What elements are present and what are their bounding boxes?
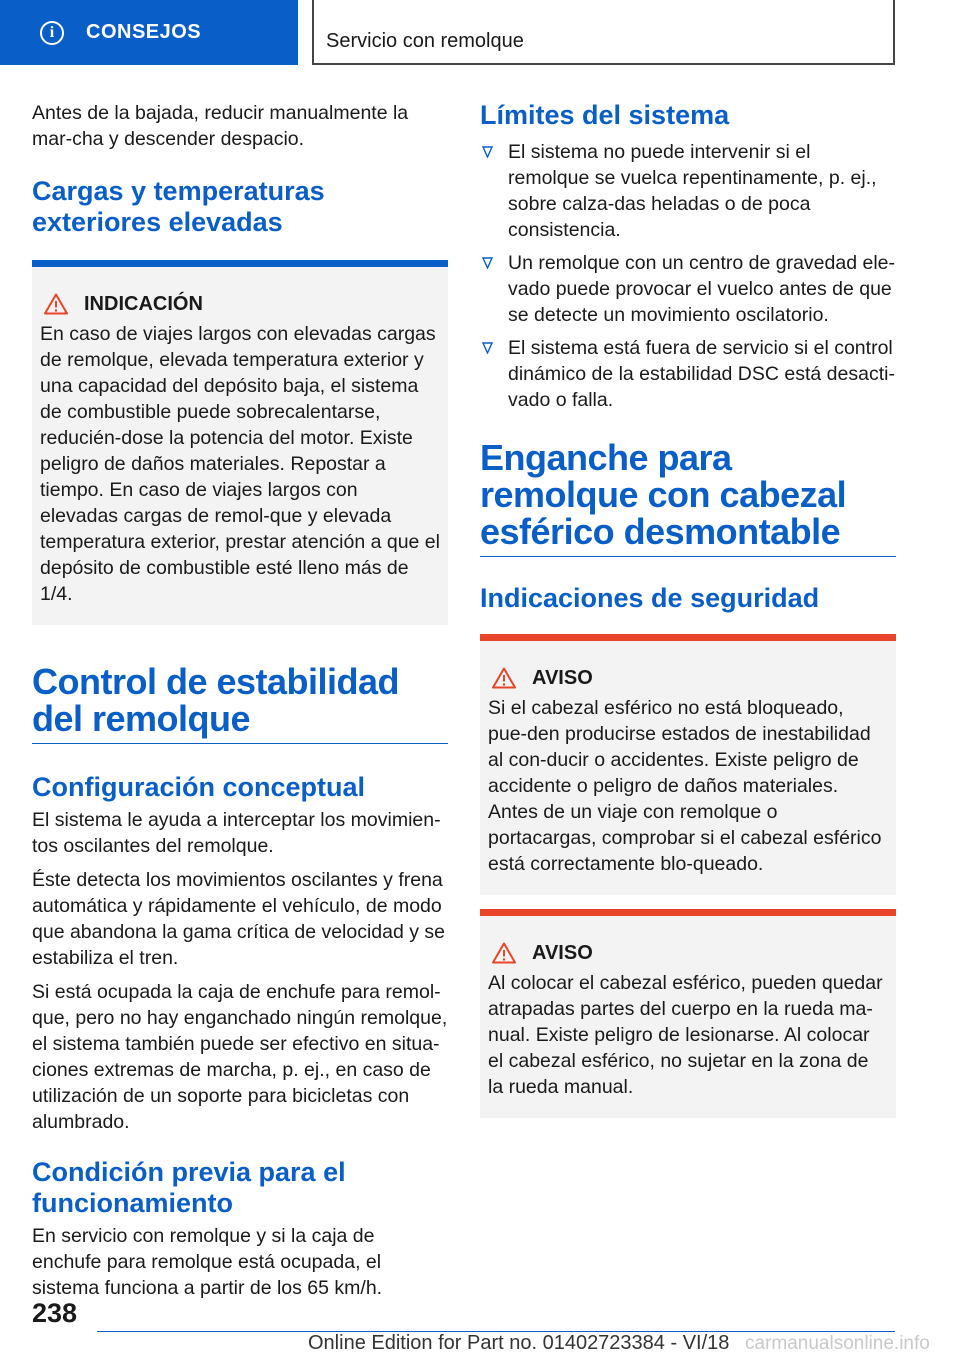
triangle-bullet-icon [482,257,493,269]
section-label: CONSEJOS [86,21,202,43]
list-item-text: El sistema está fuera de servicio si el control dinámico de la estabilidad DSC está desacti‐vado o falla. [508,337,895,411]
condicion-paragraph: En servicio con remolque y si la caja de enchufe para remolque está ocupada, el sistema funciona a partir de los 65 km/h. [32,1225,383,1299]
footer-watermark: carmanualsonline.info [745,1333,930,1354]
heading-limites: Límites del sistema [480,100,730,130]
page-number: 238 [32,1298,78,1328]
note-box [32,260,448,625]
list-item [480,250,896,328]
info-circle-icon: i [40,21,64,45]
list-item [480,139,896,243]
warning-triangle-icon [492,942,516,964]
aviso-title: AVISO [532,667,593,689]
section-tab[interactable] [0,0,298,65]
list-item [480,335,896,413]
note-title-row [44,291,440,317]
list-item-text: El sistema no puede intervenir si el remolque se vuelca repentinamente, p. ej., sobre calza‐das heladas o de poca consistencia. [508,141,877,241]
intro-paragraph: Antes de la bajada, reducir manualmente la mar‐cha y descender despacio. [32,102,409,150]
left-column [32,100,448,1309]
right-column [480,100,896,1118]
note-text: En caso de viajes largos con elevadas cargas de remolque, elevada temperatura exterior y una capacidad del depósito baja, el sistema de combustible puede sobrecalentarse, reducién‐dose la potencia del motor. Existe peligro de daños materiales. Repostar a tiempo. En caso de viajes largos con elevadas cargas de remol‐que y elevada temperatura exterior, prestar atención a que el depósito de combustible esté lleno más de 1/4. [40,323,440,605]
config-paragraph-3: Si está ocupada la caja de enchufe para remol‐que, pero no hay enganchado ningún remolque, el sistema también puede ser efectivo en situa‐ciones extremas de marcha, p. ej., en caso de utilización de un soporte para bicicletas con alumbrado. [32,981,448,1133]
footer-edition: Online Edition for Part no. 01402723384 - VI/18 [308,1332,730,1354]
triangle-bullet-icon [482,146,493,158]
heading-cargas: Cargas y temperaturas exteriores elevadas [32,176,325,237]
limites-list [480,139,896,413]
aviso-title-row [492,665,888,691]
breadcrumb [312,0,895,65]
list-item-text: Un remolque con un centro de gravedad ele‐vado puede provocar el vuelco antes de que se detecte un movimiento oscilatorio. [508,252,895,326]
heading-seguridad: Indicaciones de seguridad [480,583,820,613]
heading-configuracion: Configuración conceptual [32,772,366,802]
heading-enganche: Enganche para remolque con cabezal esférico desmontable [480,439,896,557]
aviso-box-1 [480,634,896,895]
note-title: INDICACIÓN [84,293,203,315]
aviso-title-row [492,940,888,966]
aviso-text: Si el cabezal esférico no está bloqueado, pue‐den producirse estados de inestabilidad al con‐ducir o accidentes. Existe peligro de accidente o peligro de daños materiales. Antes de un viaje con remolque o portacargas, comprobar si el cabezal esférico está correctamente blo‐queado. [488,697,882,875]
triangle-bullet-icon [482,342,493,354]
heading-control-estabilidad: Control de estabilidad del remolque [32,663,448,744]
warning-triangle-icon [44,293,68,315]
warning-triangle-icon [492,667,516,689]
config-paragraph-2: Éste detecta los movimientos oscilantes y frena automática y rápidamente el vehículo, de modo que abandona la gama crítica de velocidad y se estabiliza el tren. [32,869,446,969]
aviso-box-2 [480,909,896,1118]
aviso-title: AVISO [532,942,593,964]
heading-condicion: Condición previa para el funcionamiento [32,1157,346,1218]
config-paragraph-1: El sistema le ayuda a interceptar los movimien‐tos oscilantes del remolque. [32,809,441,857]
aviso-text: Al colocar el cabezal esférico, pueden quedar atrapadas partes del cuerpo en la rueda ma‐nual. Existe peligro de lesionarse. Al colocar el cabezal esférico, no sujetar en la zona de la rueda manual. [488,972,883,1098]
breadcrumb-text: Servicio con remolque [326,30,524,52]
